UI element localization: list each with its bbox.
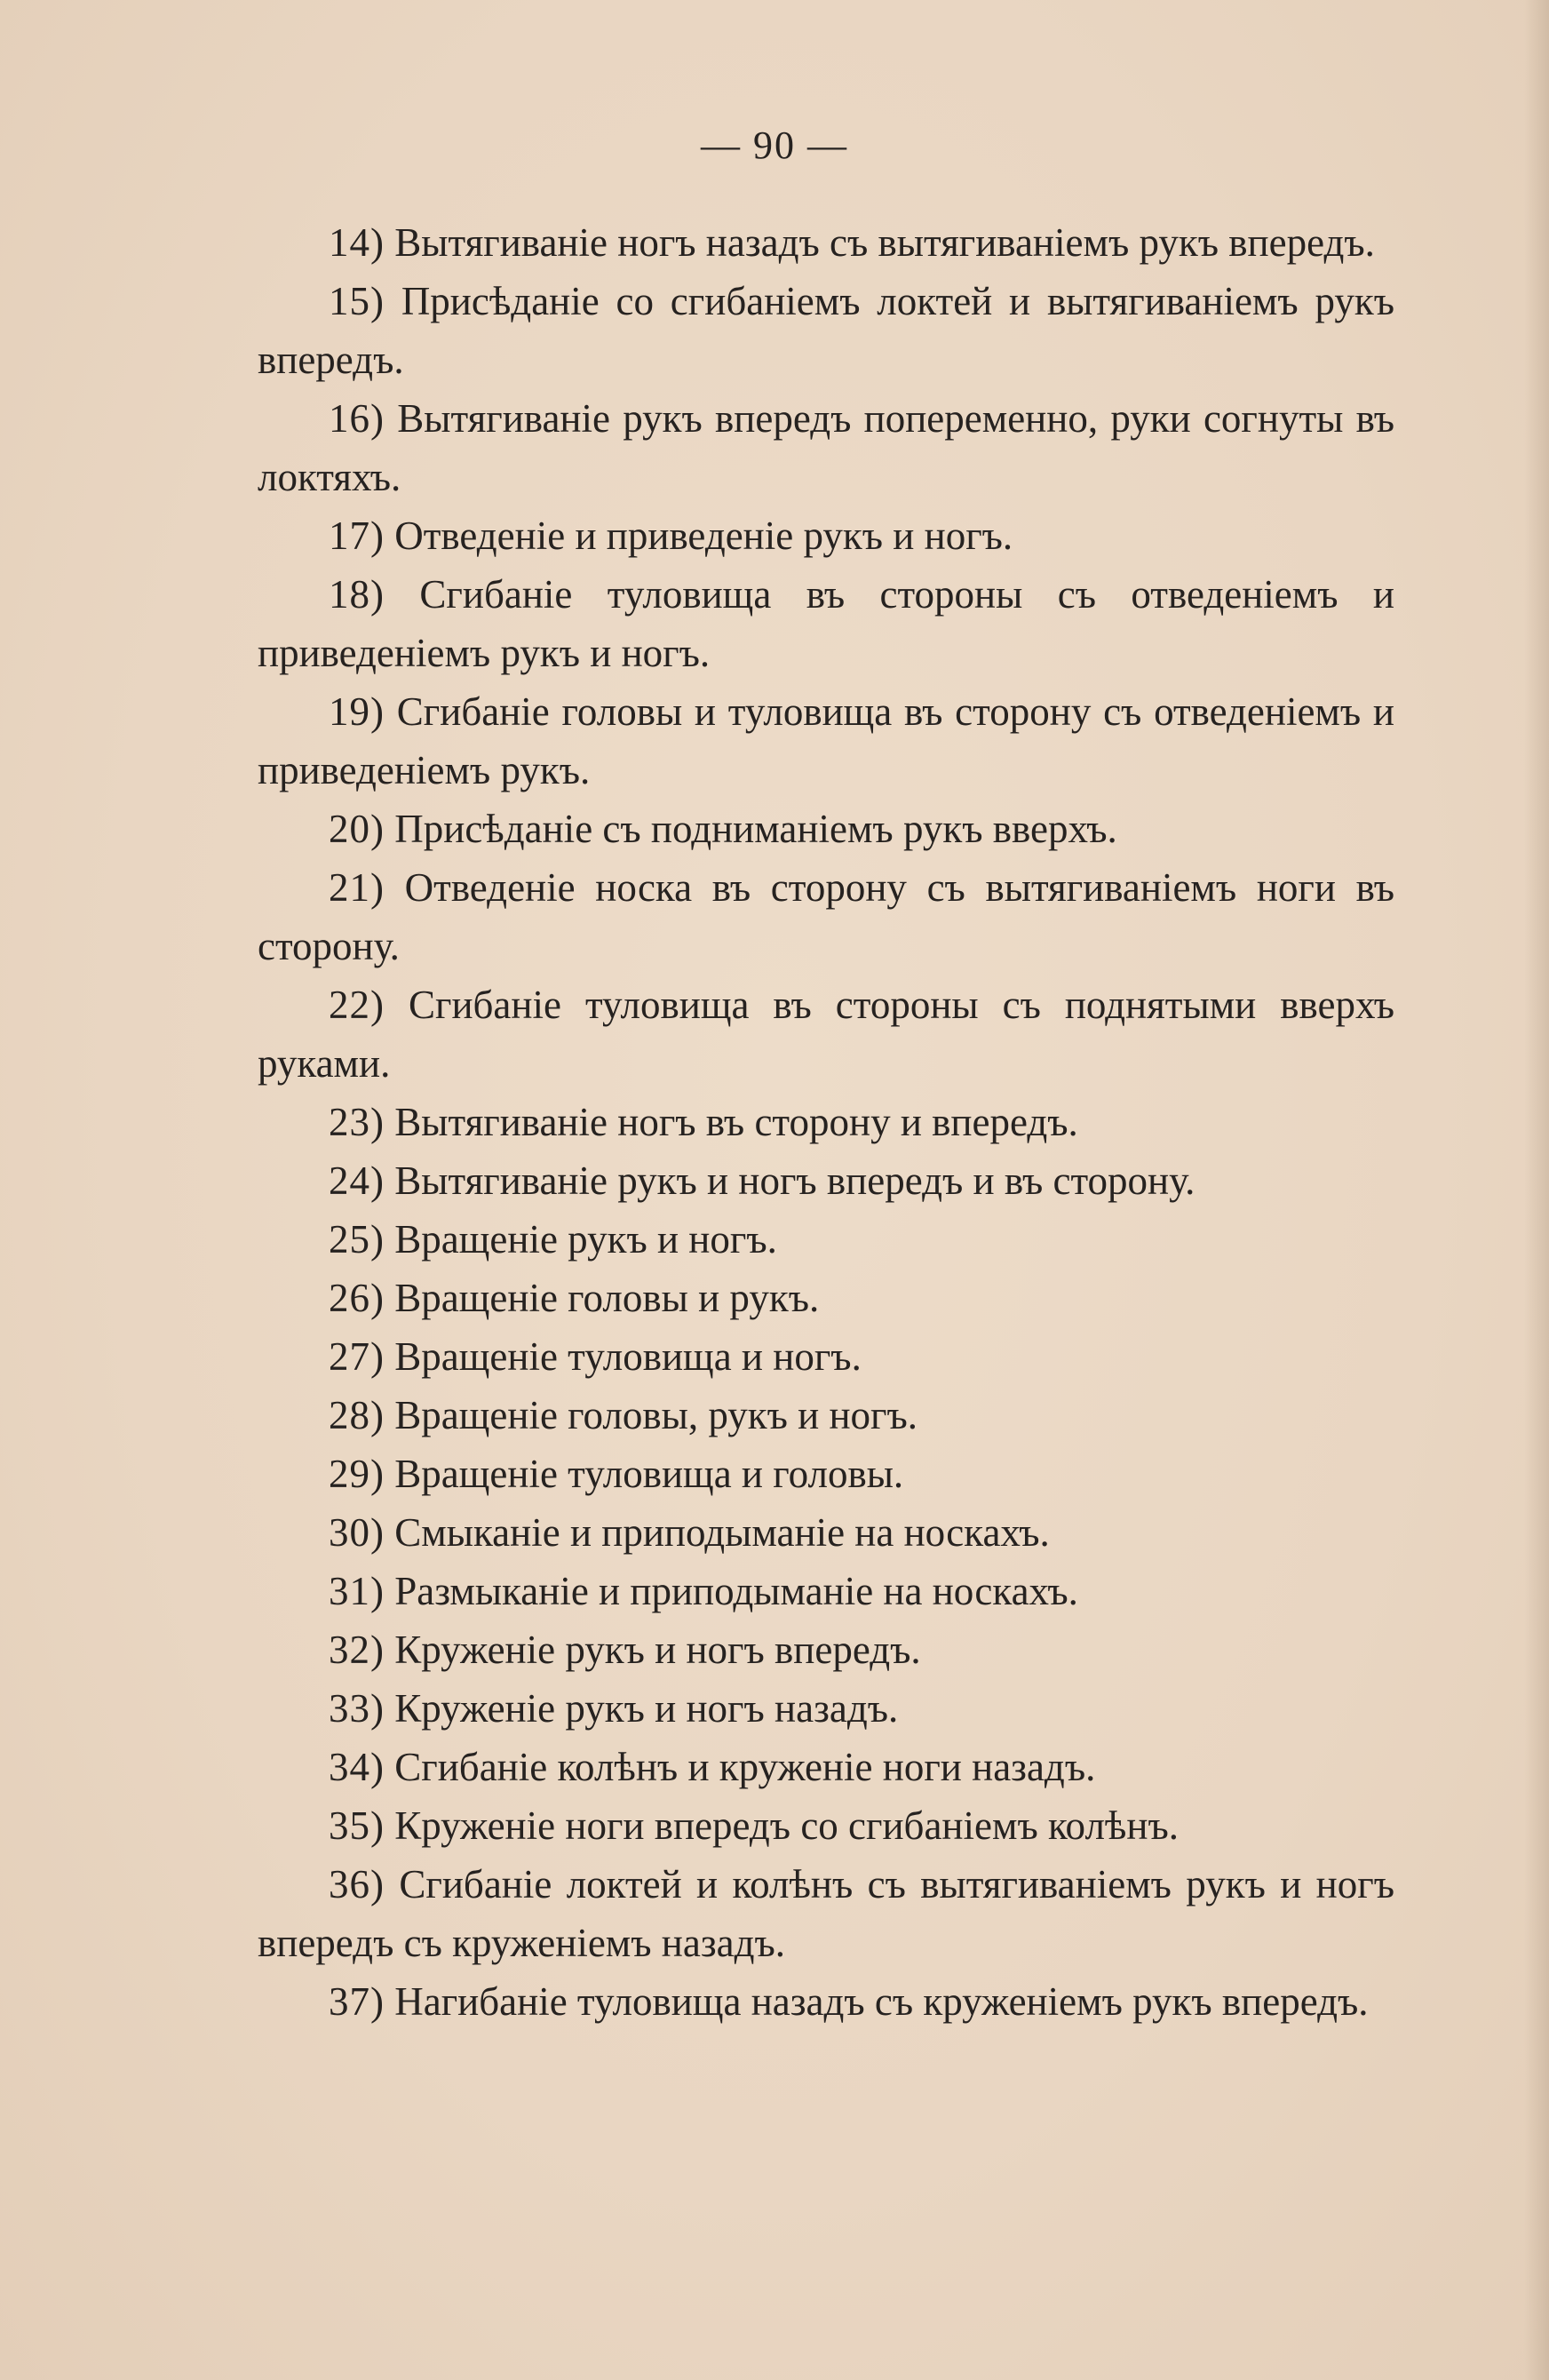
list-item <box>258 1738 1394 1796</box>
list-item <box>258 1796 1394 1855</box>
item-number: 30) <box>329 1510 385 1555</box>
item-text: Вращеніе головы и рукъ. <box>394 1276 820 1320</box>
list-item <box>258 565 1394 682</box>
list-item <box>258 1972 1394 2031</box>
item-number: 19) <box>329 689 385 734</box>
list-item <box>258 1151 1394 1210</box>
page-number: — 90 — <box>701 123 848 167</box>
item-number: 20) <box>329 807 385 851</box>
item-number: 36) <box>329 1862 385 1906</box>
item-text: Вытягиваніе рукъ и ногъ впередъ и въ сторону. <box>394 1158 1196 1203</box>
item-text: Нагибаніе туловища назадъ съ круженіемъ рукъ впередъ. <box>394 1979 1369 2024</box>
item-number: 27) <box>329 1334 385 1379</box>
list-item <box>258 1093 1394 1151</box>
item-text: Круженіе рукъ и ногъ назадъ. <box>394 1686 899 1731</box>
item-text: Круженіе рукъ и ногъ впередъ. <box>394 1628 921 1672</box>
list-item <box>258 1855 1394 1972</box>
item-number: 24) <box>329 1158 385 1203</box>
item-text: Вращеніе головы, рукъ и ногъ. <box>394 1393 918 1437</box>
list-item <box>258 1210 1394 1269</box>
item-number: 34) <box>329 1745 385 1789</box>
item-text: Вращеніе туловища и ногъ. <box>394 1334 862 1379</box>
list-item <box>258 975 1394 1093</box>
item-number: 22) <box>329 983 385 1027</box>
item-text: Отведеніе и приведеніе рукъ и ногъ. <box>394 513 1013 558</box>
item-number: 21) <box>329 865 385 910</box>
list-item <box>258 1562 1394 1620</box>
list-item <box>258 1679 1394 1738</box>
item-number: 28) <box>329 1393 385 1437</box>
list-item <box>258 1503 1394 1562</box>
item-number: 15) <box>329 279 385 323</box>
list-item <box>258 858 1394 975</box>
item-text: Вращеніе рукъ и ногъ. <box>394 1217 777 1262</box>
item-text: Смыканіе и приподыманіе на носкахъ. <box>394 1510 1050 1555</box>
item-text: Круженіе ноги впередъ со сгибаніемъ колѣнъ. <box>394 1803 1179 1848</box>
item-text: Вытягиваніе ногъ въ сторону и впередъ. <box>394 1100 1078 1144</box>
item-number: 33) <box>329 1686 385 1731</box>
item-number: 25) <box>329 1217 385 1262</box>
item-number: 31) <box>329 1569 385 1613</box>
item-number: 32) <box>329 1628 385 1672</box>
exercise-list <box>258 213 1394 2031</box>
item-text: Вращеніе туловища и головы. <box>394 1452 904 1496</box>
item-text: Сгибаніе туловища въ стороны съ отведеніемъ и приведеніемъ рукъ и ногъ. <box>258 572 1394 675</box>
item-number: 29) <box>329 1452 385 1496</box>
item-text: Вытягиваніе ногъ назадъ съ вытягиваніемъ рукъ впередъ. <box>394 220 1375 265</box>
list-item <box>258 1445 1394 1503</box>
list-item <box>258 213 1394 272</box>
item-text: Отведеніе носка въ сторону съ вытягиваніемъ ноги въ сторону. <box>258 865 1394 968</box>
list-item <box>258 682 1394 800</box>
item-text: Присѣданіе со сгибаніемъ локтей и вытягиваніемъ рукъ впередъ. <box>258 279 1395 382</box>
page-edge-shadow <box>1524 0 1549 2380</box>
list-item <box>258 1327 1394 1386</box>
item-number: 26) <box>329 1276 385 1320</box>
item-text: Вытягиваніе рукъ впередъ попеременно, руки согнуты въ локтяхъ. <box>258 396 1394 499</box>
item-text: Сгибаніе головы и туловища въ сторону съ отведеніемъ и приведеніемъ рукъ. <box>258 689 1395 792</box>
item-text: Сгибаніе локтей и колѣнъ съ вытягиваніемъ рукъ и ногъ впередъ съ круженіемъ назадъ. <box>258 1862 1394 1965</box>
item-number: 23) <box>329 1100 385 1144</box>
list-item <box>258 1620 1394 1679</box>
item-text: Размыканіе и приподыманіе на носкахъ. <box>394 1569 1078 1613</box>
item-text: Сгибаніе туловища въ стороны съ поднятыми вверхъ руками. <box>258 983 1395 1086</box>
item-number: 18) <box>329 572 385 617</box>
list-item <box>258 389 1394 506</box>
list-item <box>258 800 1394 858</box>
list-item <box>258 1269 1394 1327</box>
item-number: 14) <box>329 220 385 265</box>
item-text: Сгибаніе колѣнъ и круженіе ноги назадъ. <box>394 1745 1096 1789</box>
item-number: 37) <box>329 1979 385 2024</box>
list-item <box>258 272 1394 389</box>
item-number: 35) <box>329 1803 385 1848</box>
item-number: 17) <box>329 513 385 558</box>
list-item <box>258 506 1394 565</box>
item-number: 16) <box>329 396 385 441</box>
item-text: Присѣданіе съ подниманіемъ рукъ вверхъ. <box>394 807 1117 851</box>
list-item <box>258 1386 1394 1445</box>
